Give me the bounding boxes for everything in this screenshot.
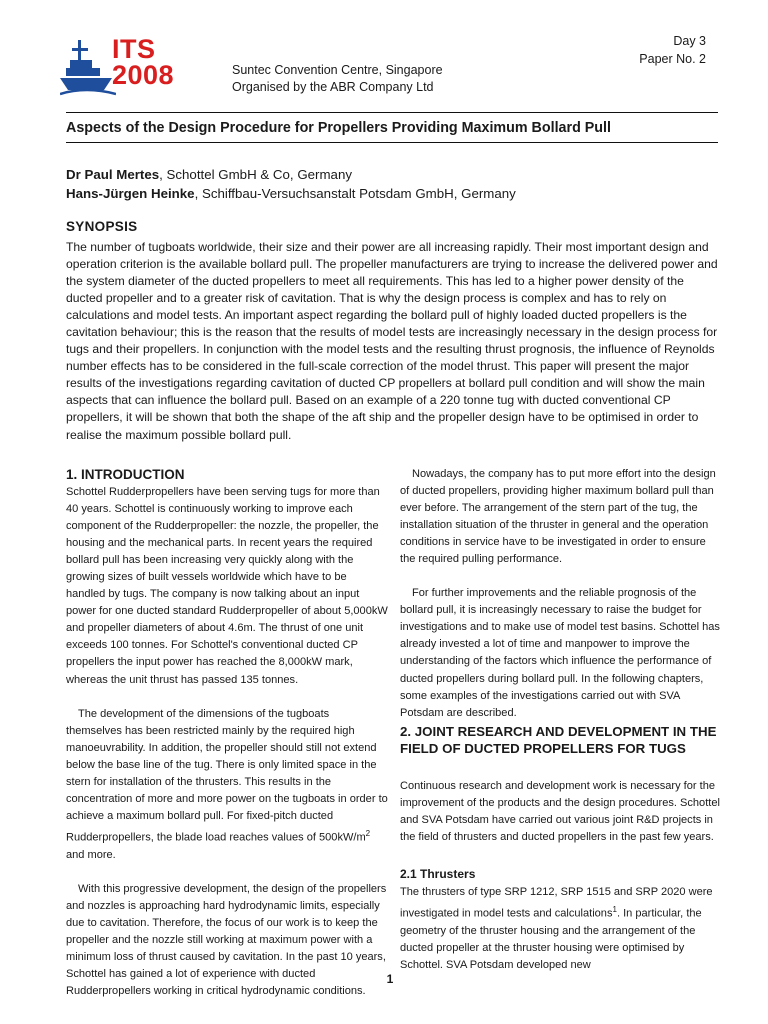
paragraph: With this progressive development, the design of the propellers and nozzles is approaching hard hydrodynamic limits, especially due to cavitation. Therefore, the focus of our work is to keep the propeller and the nozzle still working at maximum power with a minimum loss of thrust caused by cavitation. In the past 10 years, Schottel has gained a lot of experience with ducted Rudderpropellers working in critical hydrodynamic conditions.: [66, 882, 387, 997]
author-line: [66, 184, 726, 203]
page-number: 1: [386, 972, 394, 986]
left-column: [66, 484, 388, 1000]
conference-logo: [60, 34, 210, 98]
author-name: Hans-Jürgen Heinke: [66, 186, 195, 201]
synopsis-text: The number of tugboats worldwide, their size and their power are all increasing rapidly. Their most important design and operation criterion is the available bollard pull. The propeller manufacturers are trying to increase the delivered power and the system diameter of the ducted propellers to meet all requirements. This has led to a higher power density of the ducted propeller and to a greater risk of cavitation. That is why the design process is complex and has to rely on calculations and model tests. An important aspect regarding the bollard pull of highly loaded ducted propellers is the cavitation behaviour; this is the reason that the results of model tests are increasingly necessary in the design process for tugs and their propellers. In conjunction with the model tests and the resulting thrust prognosis, the influence of Reynolds number effects has to be considered in the full-scale correction of the model thrust. This paper will present the major results of the investigations regarding cavitation of ducted CP propellers at bollard pull condition and will show the main aspects that can influence the bollard pull. Based on an example of a 220 tonne tug with ducted conventional CP propellers, it will be shown that both the shape of the aft ship and the propeller design have to be optimised in order to realise the maximum possible bollard pull.: [66, 240, 718, 442]
day-label: Day 3: [673, 34, 706, 48]
ship-icon: [60, 34, 116, 98]
paragraph: The development of the dimensions of the tugboats themselves has been restricted mainly by the required high manoeuvrability. In addition, the propeller should still not extend below the base line of the tug. There is only limited space in the stern for installation of the thrusters. This results in the concentration of more and more power on the tugboats in order to achieve a maximum bollard pull. For fixed-pitch ducted Rudderpropellers, the blade load reaches values of $500kW/m^2$ and more.: [66, 707, 388, 861]
author-name: Dr Paul Mertes: [66, 167, 160, 182]
right-column-top: [400, 466, 722, 722]
paragraph: For further improvements and the reliable prognosis of the bollard pull, it is increasingly necessary to raise the budget for investigations and to make use of model test basins. Schottel has already invested a lot of time and manpower to improve the understanding of the factors which influence the performance of ducted propellers during bollard pull. In the following chapters, some examples of the investigations carried out with SVA Potsdam are described.: [400, 587, 720, 719]
title-rule-bottom: [66, 142, 718, 143]
paragraph: Schottel Rudderpropellers have been serving tugs for more than 40 years. Schottel is continuously working to improve each component of the Rudderpropeller: the nozzle, the propeller, the housing and the mechanical parts. In recent years the required bollard pull has been increasing very quickly along with the growing sizes of built vessels worldwide which have to be handled by tugs. The company is now talking about an input power for one ducted standard Rudderpropeller of about 5,000kW and propeller diameters of about 4.6m. The thrust of one unit exceeds 100 tonnes. For Schottel's conventional ducted CP propellers the input power has reached the 8,000kW mark, whereas the unit thrust has passed 135 tonnes.: [66, 486, 388, 686]
paper-number: Paper No. 2: [639, 52, 706, 66]
title-rule-top: [66, 112, 718, 113]
logo-its: ITS: [112, 34, 156, 64]
author-affiliation: , Schiffbau-Versuchsanstalt Potsdam GmbH, Germany: [194, 186, 516, 201]
subsection-heading-thrusters: 2.1 Thrusters: [400, 867, 476, 881]
logo-year: 2008: [112, 60, 175, 90]
paragraph: Nowadays, the company has to put more effort into the design of ducted propellers, providing higher maximum bollard pull than ever before. The arrangement of the stern part of the tug, the installation situation of the thruster in general and the operation conditions in service have to be investigated in order to ensure the required pulling performance.: [400, 468, 716, 566]
paragraph: The thrusters of type SRP 1212, SRP 1515 and SRP 2020 were investigated in model tests and calculations$^1$. In particular, the geometry of the thruster housing and the arrangement of the ducted propeller at the thruster housing were optimised by Schottel. SVA Potsdam developed new: [400, 886, 713, 971]
venue: Suntec Convention Centre, Singapore: [232, 63, 443, 77]
author-affiliation: , Schottel GmbH & Co, Germany: [159, 167, 352, 182]
paper-title: Aspects of the Design Procedure for Propellers Providing Maximum Bollard Pull: [66, 120, 611, 136]
venue-block: [232, 62, 443, 96]
day-paper-block: [639, 32, 706, 68]
right-column-mid: [400, 778, 722, 846]
synopsis-heading: SYNOPSIS: [66, 219, 138, 234]
right-column-bottom: [400, 884, 722, 974]
section-heading-introduction: 1. INTRODUCTION: [66, 467, 185, 482]
paragraph: Continuous research and development work is necessary for the improvement of the products and the design procedures. Schottel and SVA Potsdam have carried out various joint R&D projects in the field of thrusters and ducted propellers in the past few years.: [400, 780, 720, 844]
author-list: [66, 165, 726, 203]
organiser: Organised by the ABR Company Ltd: [232, 80, 434, 94]
section-heading-joint-research: 2. JOINT RESEARCH AND DEVELOPMENT IN THE FIELD OF DUCTED PROPELLERS FOR TUGS: [400, 724, 717, 756]
author-line: [66, 165, 726, 184]
